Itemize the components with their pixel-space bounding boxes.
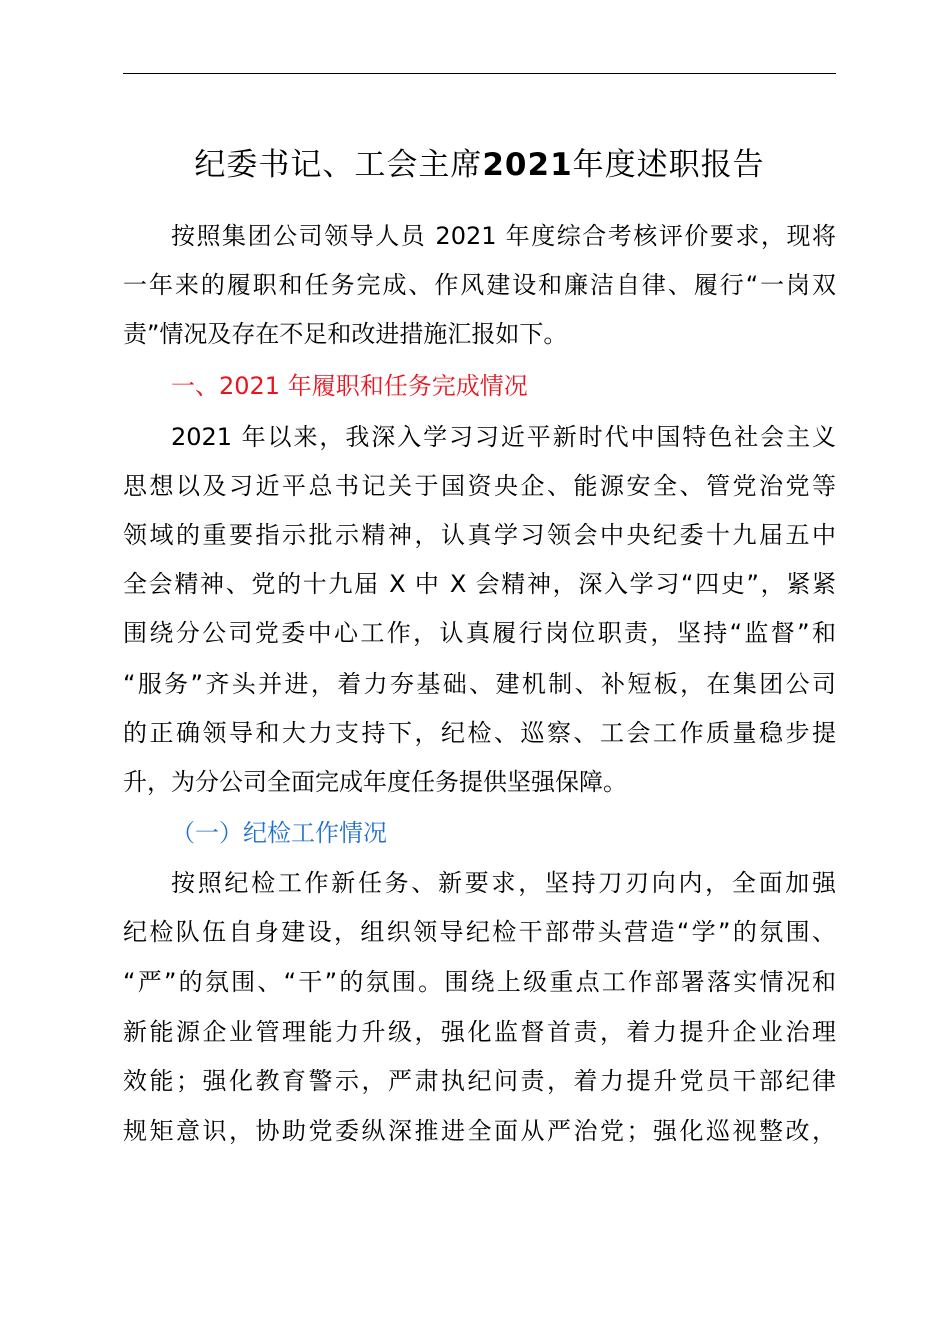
subsection1-line: 规矩意识，协助党委纵深推进全面从严治党；强化巡视整改， — [123, 1117, 836, 1145]
intro-line: 一年来的履职和任务完成、作风建设和廉洁自律、履行“一岗双 — [123, 271, 836, 299]
section1-line: 思想以及习近平总书记关于国资央企、能源安全、管党治党等 — [123, 472, 836, 500]
subsection1-line: 纪检队伍自身建设，组织领导纪检干部带头营造“学”的氛围、 — [123, 918, 836, 946]
section1-line: “服务”齐头并进，着力夯基础、建机制、补短板，在集团公司 — [123, 670, 836, 698]
subsection1-line: 新能源企业管理能力升级，强化监督首责，着力提升企业治理 — [123, 1018, 836, 1046]
intro-line: 责”情况及存在不足和改进措施汇报如下。 — [123, 320, 568, 348]
section1-line: 的正确领导和大力支持下，纪检、巡察、工会工作质量稳步提 — [123, 719, 836, 747]
header-rule — [123, 73, 836, 74]
section1-line: 领域的重要指示批示精神，认真学习领会中央纪委十九届五中 — [123, 521, 836, 549]
title-year: 2021 — [482, 147, 573, 183]
section1-line: 升，为分公司全面完成年度任务提供坚强保障。 — [123, 768, 627, 796]
subsection1-line: 按照纪检工作新任务、新要求，坚持刀刃向内，全面加强 — [171, 869, 836, 897]
section-heading: 一、2021 年履职和任务完成情况 — [171, 372, 528, 400]
section1-line: 2021 年以来，我深入学习习近平新时代中国特色社会主义 — [171, 423, 836, 451]
title-prefix: 纪委书记、工会主席 — [194, 147, 483, 183]
document-title — [123, 140, 836, 190]
section1-line: 全会精神、党的十九届 X 中 X 会精神，深入学习“四史”，紧紧 — [123, 570, 836, 598]
subsection-heading: （一）纪检工作情况 — [171, 819, 387, 847]
intro-line: 按照集团公司领导人员 2021 年度综合考核评价要求，现将 — [171, 222, 836, 250]
title-suffix: 年度述职报告 — [572, 147, 765, 183]
subsection1-line: “严”的氛围、“干”的氛围。围绕上级重点工作部署落实情况和 — [123, 968, 836, 996]
subsection1-line: 效能；强化教育警示，严肃执纪问责，着力提升党员干部纪律 — [123, 1067, 836, 1095]
section1-line: 围绕分公司党委中心工作，认真履行岗位职责，坚持“监督”和 — [123, 619, 836, 647]
